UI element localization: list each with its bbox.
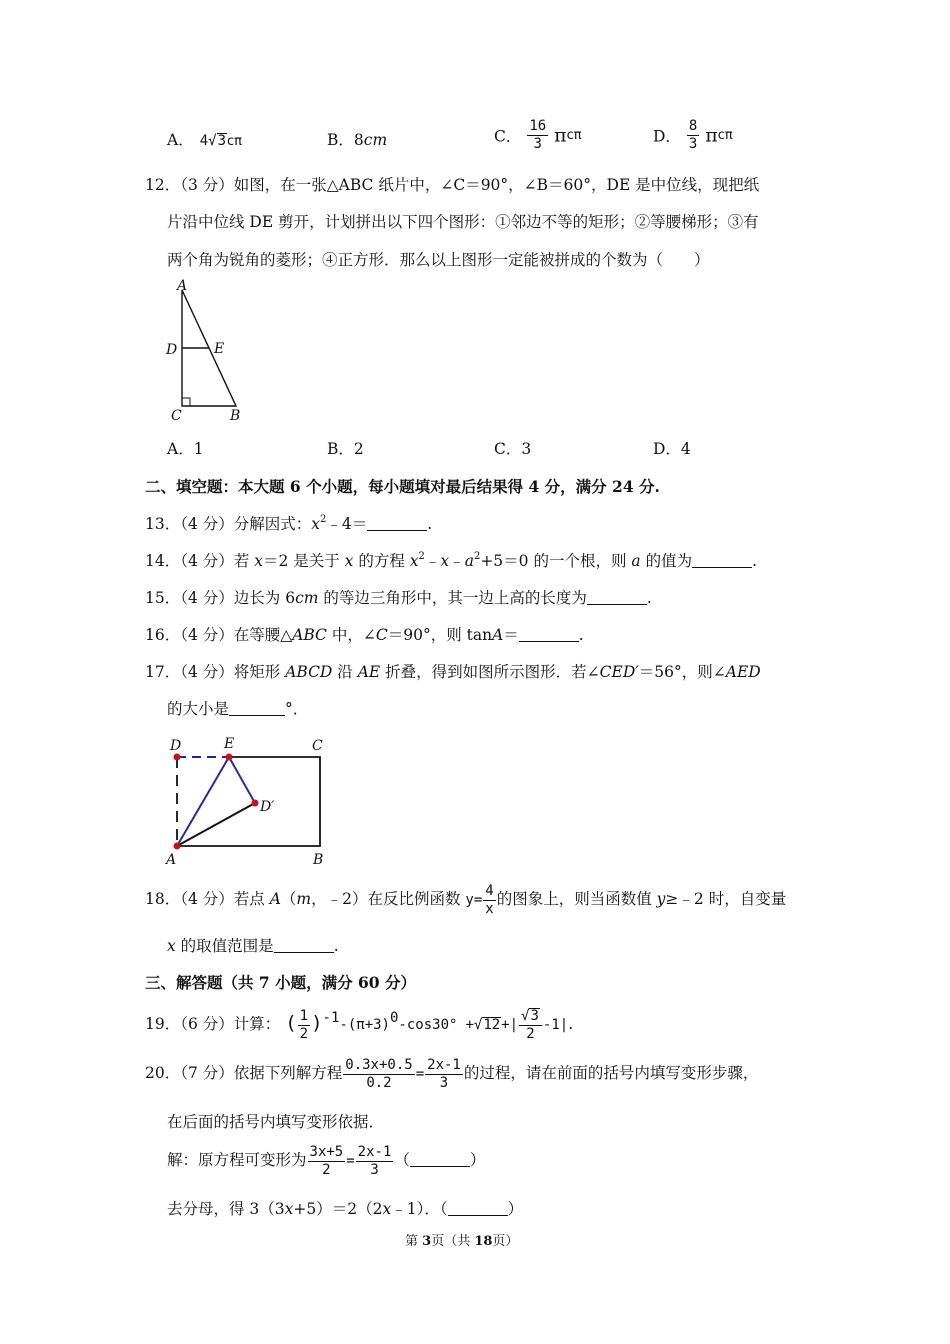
label-a: A <box>177 278 188 294</box>
answer-blank <box>229 701 285 716</box>
q17-line-2: 的大小是 °． <box>167 700 309 718</box>
fraction: $\frac{0.3x+0.5}{0.2}$ <box>345 1056 413 1091</box>
point-d <box>174 754 181 761</box>
right-angle-mark <box>182 398 190 406</box>
rectangle-abce <box>177 757 320 846</box>
q11-option-d: D． $\frac{8}{3}$ πcπ <box>653 118 733 152</box>
segment-ed2 <box>229 757 255 803</box>
label-c: C <box>171 408 182 424</box>
q20-line-2: 在后面的括号内填写变形依据． <box>167 1113 385 1131</box>
fraction: $\frac{1}{2}$ <box>299 1007 309 1042</box>
label-b: B <box>313 852 324 868</box>
q11-option-c: C． $\frac{16}{3}$ πcπ <box>494 118 582 152</box>
fraction: $\frac{2x-1}{3}$ <box>357 1143 392 1178</box>
section-3-title: 三、解答题（共 7 小题，满分 60 分） <box>145 973 416 992</box>
fraction: $\frac{8}{3}$ <box>688 118 698 152</box>
point-e <box>226 754 233 761</box>
q17-line-1: 17．（4 分）将矩形 ABCD 沿 AE 折叠，得到如图所示图形．若∠CED′＝56°，则∠AED <box>145 663 761 681</box>
q19: 19．（6 分）计算： ( $\frac{1}{2}$ )$^{-1}-(\pi+3)^0-\cos 30^\circ +√12+|$ $\frac{√3}{2}$ -1|. <box>145 1007 574 1042</box>
q12-option-b: B．2 <box>327 440 364 458</box>
answer-blank <box>692 553 752 568</box>
q12-option-a: A．1 <box>167 440 204 458</box>
q20-line-3: 解：原方程可变形为 $\frac{3x+5}{2}$ = $\frac{2x-1}{3}$ （ ） <box>167 1143 486 1178</box>
label-a: A <box>166 852 177 868</box>
label-d: D <box>166 342 178 358</box>
answer-blank <box>274 938 334 953</box>
answer-blank <box>367 516 427 531</box>
section-2-title: 二、填空题：本大题 6 个小题，每小题填对最后结果得 4 分，满分 24 分. <box>145 477 660 496</box>
q11-option-a: A． 4√3cπ <box>167 131 242 149</box>
answer-blank <box>410 1152 470 1167</box>
page-footer: 第 3页（共 18页） <box>405 1234 519 1249</box>
answer-blank <box>448 1201 508 1216</box>
q17-fold-figure <box>160 730 340 870</box>
q18-line-2: x 的取值范围是 . <box>167 937 339 955</box>
label-e: E <box>214 341 225 357</box>
point-d-prime <box>252 800 259 807</box>
q16: 16．（4 分）在等腰△ABC 中，∠C＝90°，则 tanA＝ . <box>145 626 584 644</box>
label-d-prime: D′ <box>260 799 275 815</box>
q15: 15．（4 分）边长为 6cm 的等边三角形中，其一边上高的长度为 . <box>145 589 652 607</box>
fraction: $\frac{2x-1}{3}$ <box>427 1056 461 1091</box>
label-e: E <box>224 736 235 752</box>
q12-triangle-figure <box>160 278 260 426</box>
label-c: C <box>312 738 323 754</box>
q20-line-4: 去分母，得 3（3x+5）＝2（2x﹣1）．（ ） <box>167 1200 524 1218</box>
fraction: $\frac{√3}{2}$ <box>519 1008 542 1043</box>
q13: 13．（4 分）分解因式：$x^2﹣4=$ . <box>145 514 433 533</box>
q12-line-3: 两个角为锐角的菱形；④正方形．那么以上图形一定能被拼成的个数为（ ） <box>167 251 710 269</box>
fraction: $\frac{16}{3}$ <box>529 118 547 152</box>
q14: 14．（4 分）若 x＝2 是关于 x 的方程 $x^2﹣x﹣a^2+5=0$ 的一个根，则 a 的值为 . <box>145 551 758 570</box>
q12-line-1: 12．（3 分）如图，在一张△ABC 纸片中，∠C＝90°，∠B＝60°，DE 是中位线，现把纸 <box>145 176 760 194</box>
point-a <box>174 843 181 850</box>
q12-option-d: D．4 <box>653 440 691 458</box>
fraction: $\frac{3x+5}{2}$ <box>309 1143 344 1178</box>
answer-blank <box>587 590 647 605</box>
q20-line-1: 20．（7 分）依据下列解方程 $\frac{0.3x+0.5}{0.2}$ = $\frac{2x-1}{3}$ 的过程，请在前面的括号内填写变形步骤， <box>145 1056 759 1091</box>
q18-line-1: 18．（4 分）若点 A（m，﹣2）在反比例函数 y= $\frac{4}{x}$ 的图象上，则当函数值 y≥﹣2 时，自变量 <box>145 882 787 917</box>
q12-line-2: 片沿中位线 DE 剪开，计划拼出以下四个图形：①邻边不等的矩形；②等腰梯形；③有 <box>167 213 759 231</box>
fraction: $\frac{4}{x}$ <box>485 882 494 917</box>
q11-option-b: B．8cm <box>327 131 388 149</box>
label-b: B <box>230 408 241 424</box>
label-d: D <box>170 738 182 754</box>
answer-blank <box>519 627 579 642</box>
q12-option-c: C．3 <box>494 440 532 458</box>
